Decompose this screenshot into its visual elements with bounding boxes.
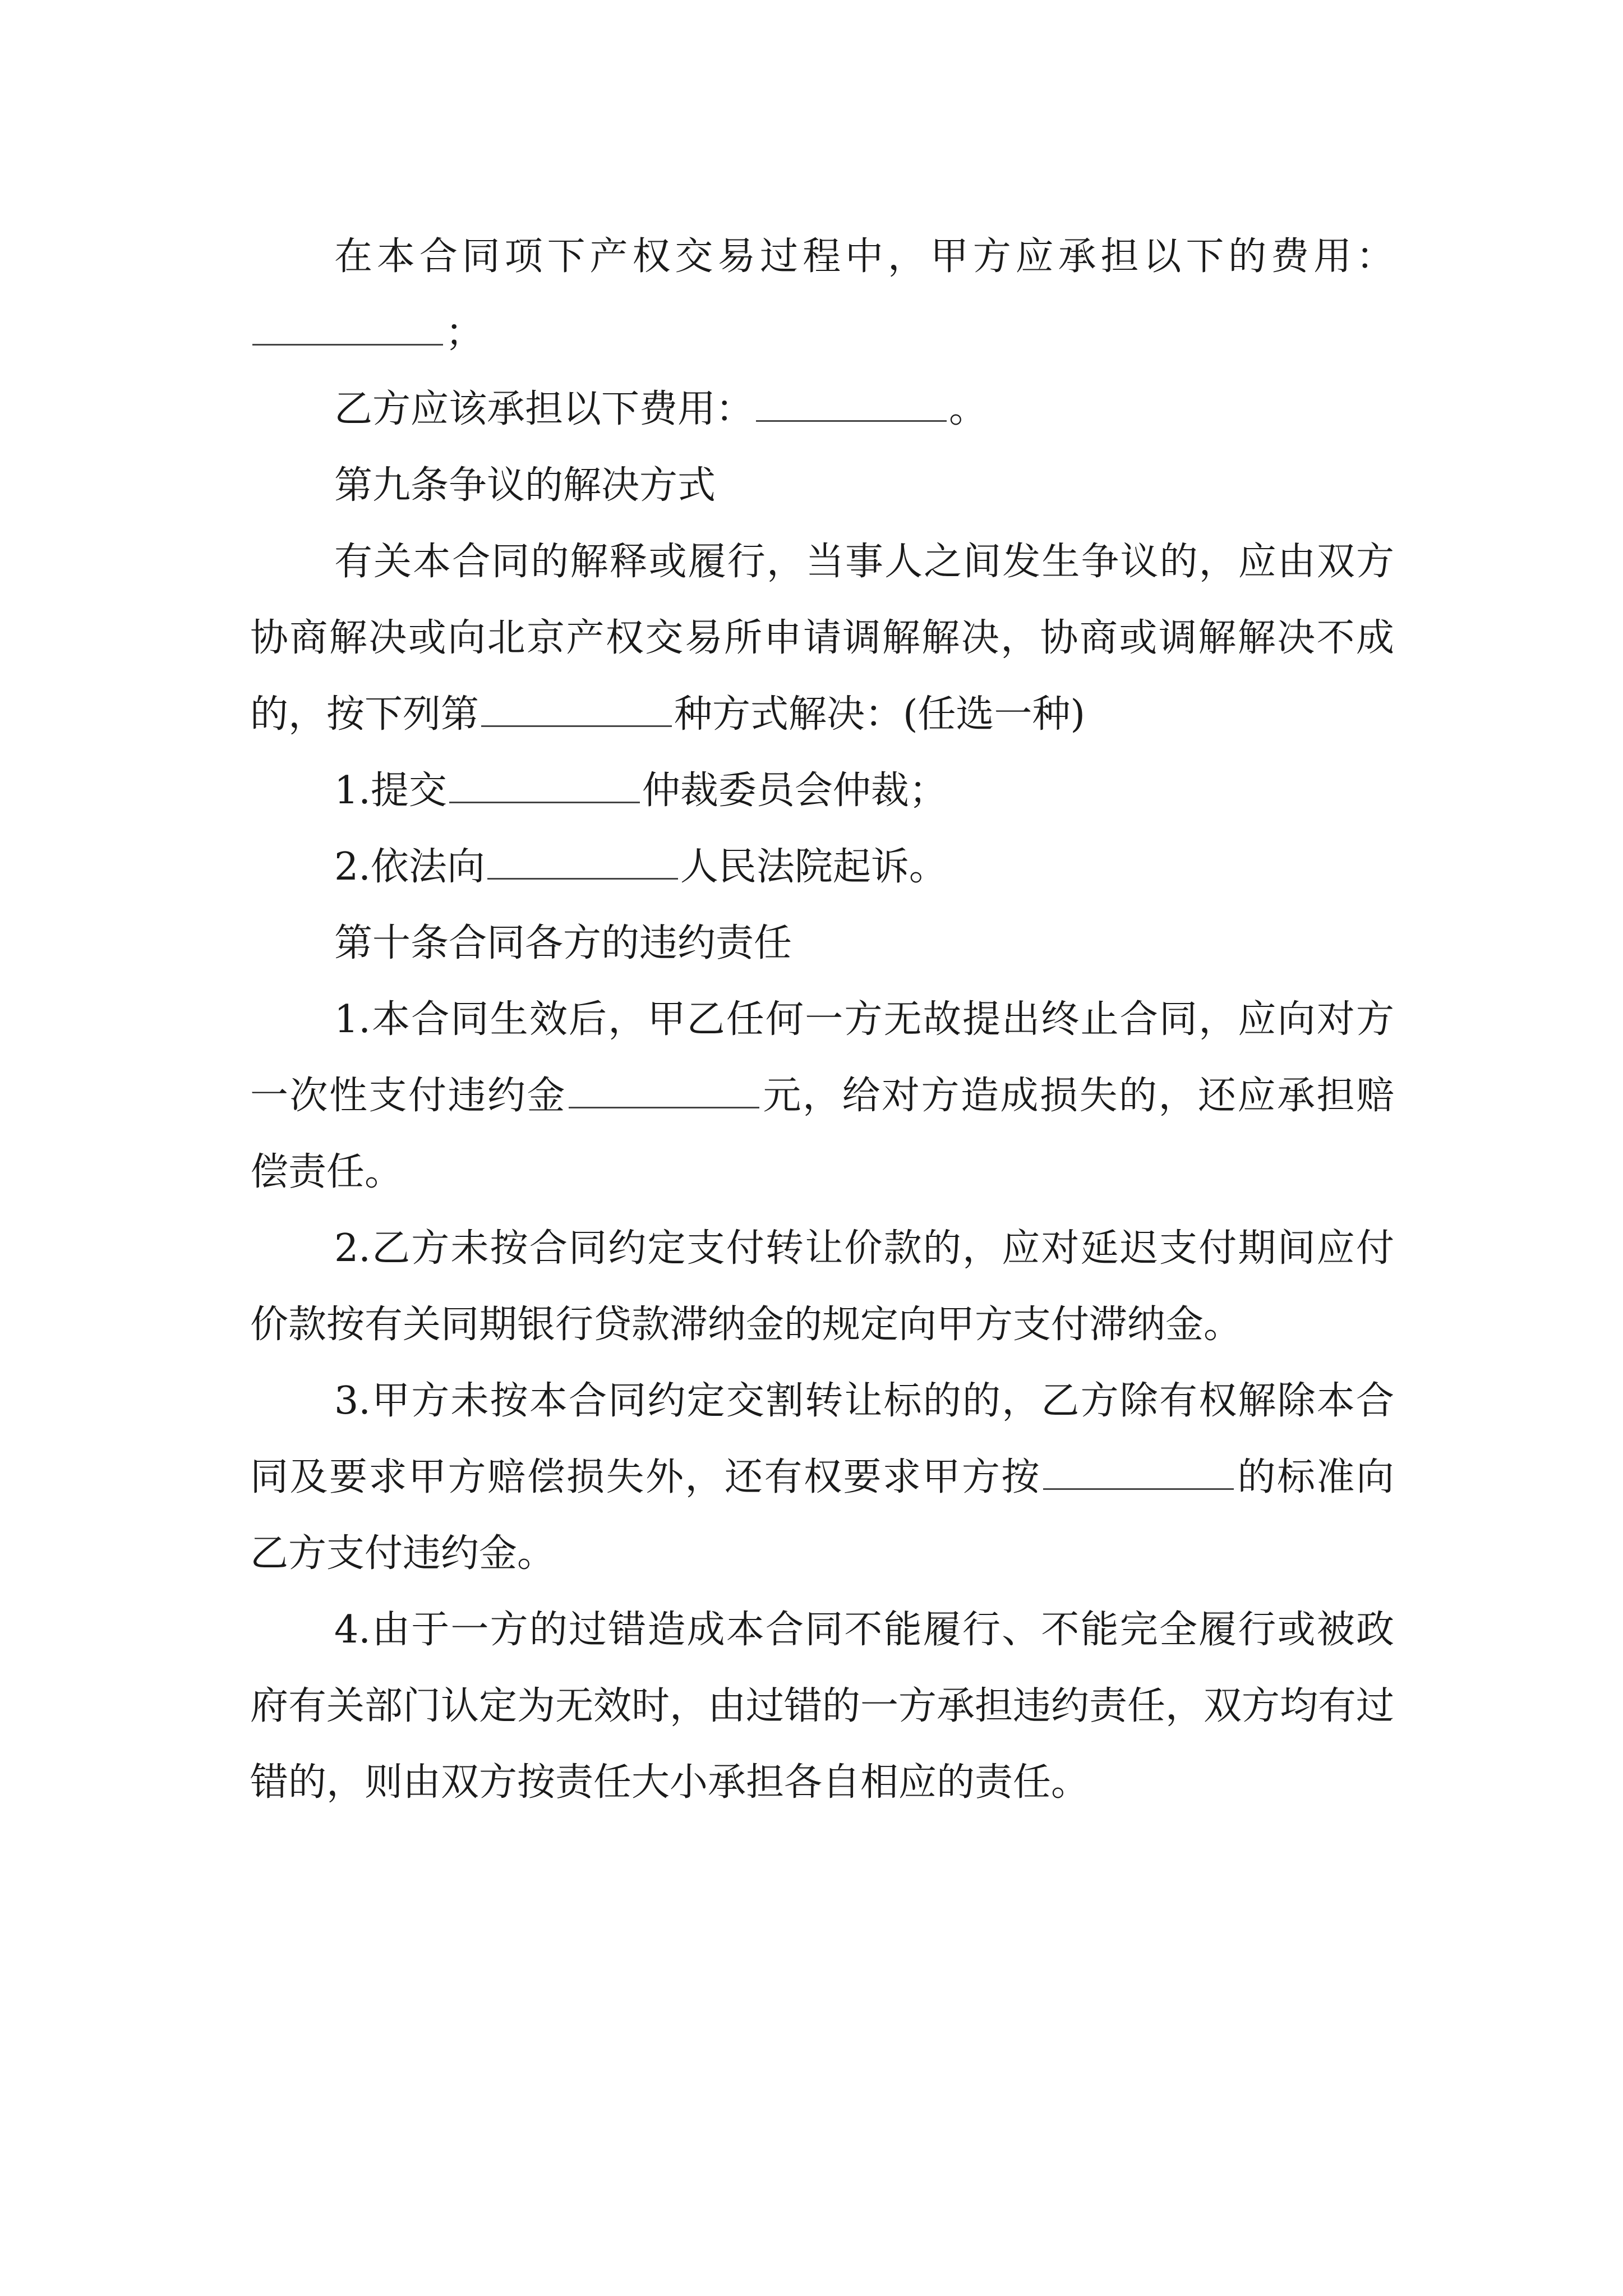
fee-party-a-end: ； <box>445 311 484 355</box>
item-3-text: 3.甲方未按本合同约定交割转让标的的，乙方除有权解除本合同及要求甲方赔偿损失外，还有权要求甲方按 <box>250 1379 1394 1499</box>
option-2-end: 人民法院起诉。 <box>680 845 947 889</box>
blank-line[interactable] <box>481 725 672 727</box>
paragraph-article-9-option-2 <box>250 829 1394 905</box>
paragraph-article-10-item-3 <box>250 1363 1394 1592</box>
paragraph-fee-party-a <box>250 219 1394 371</box>
option-2-text: 2.依法向 <box>334 845 485 889</box>
article-10-heading <box>250 905 1394 982</box>
paragraph-article-9-body <box>250 524 1394 753</box>
article-9-heading-text: 第九条争议的解决方式 <box>334 463 716 508</box>
item-1-text: 1.本合同生效后，甲乙任何一方无故提出终止合同，应向对方一次性支付违约金 <box>250 997 1394 1118</box>
blank-line[interactable] <box>756 420 947 422</box>
article-10-heading-text: 第十条合同各方的违约责任 <box>334 921 792 965</box>
article-9-heading <box>250 448 1394 524</box>
item-2-text: 2.乙方未按合同约定支付转让价款的，应对延迟支付期间应付价款按有关同期银行贷款滞纳金的规定向甲方支付滞纳金。 <box>250 1226 1394 1347</box>
blank-line[interactable] <box>1043 1488 1234 1490</box>
article-9-body-end: 种方式解决：(任选一种) <box>674 692 1086 737</box>
blank-line[interactable] <box>252 343 443 346</box>
fee-party-b-end: 。 <box>949 387 988 431</box>
paragraph-article-10-item-1 <box>250 982 1394 1211</box>
item-1-end: 元，给对方造成损失的，还应承担赔偿责任。 <box>250 1074 1394 1194</box>
article-9-body-text: 有关本合同的解释或履行，当事人之间发生争议的，应由双方协商解决或向北京产权交易所申请调解解决，协商或调解解决不成的，按下列第 <box>250 540 1394 737</box>
item-4-text: 4.由于一方的过错造成本合同不能履行、不能完全履行或被政府有关部门认定为无效时，由过错的一方承担违约责任，双方均有过错的，则由双方按责任大小承担各自相应的责任。 <box>250 1608 1395 1805</box>
option-1-end: 仲裁委员会仲裁； <box>642 769 947 813</box>
paragraph-fee-party-b <box>250 371 1394 448</box>
item-3-end: 的标准向乙方支付违约金。 <box>250 1455 1394 1576</box>
fee-party-a-text: 在本合同项下产权交易过程中，甲方应承担以下的费用： <box>334 234 1394 279</box>
option-1-text: 1.提交 <box>334 769 447 813</box>
blank-line[interactable] <box>449 801 640 803</box>
blank-line[interactable] <box>569 1106 759 1108</box>
contract-page <box>250 219 1394 1821</box>
blank-line[interactable] <box>487 877 678 880</box>
paragraph-article-10-item-2 <box>250 1211 1394 1363</box>
fee-party-b-text: 乙方应该承担以下费用： <box>334 387 754 431</box>
paragraph-article-10-item-4 <box>250 1592 1394 1821</box>
paragraph-article-9-option-1 <box>250 753 1394 829</box>
